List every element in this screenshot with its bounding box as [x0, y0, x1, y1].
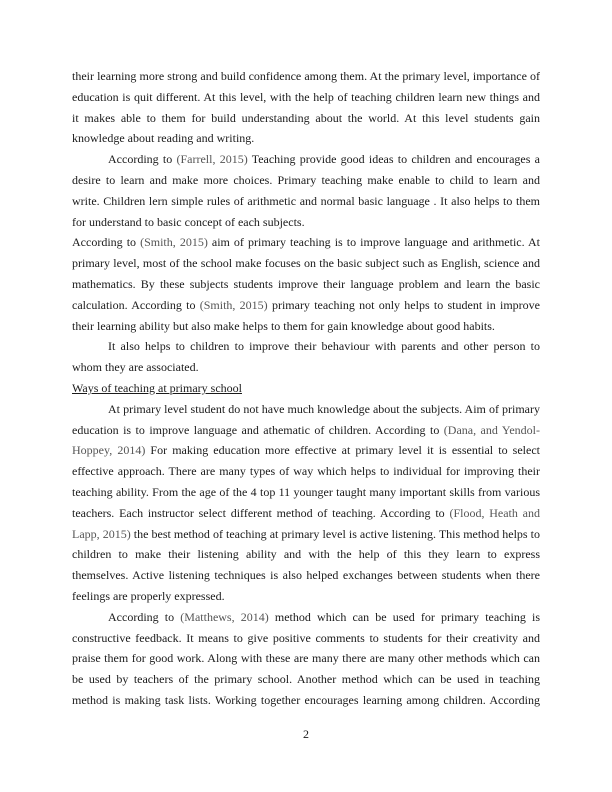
section-heading [72, 378, 540, 399]
text-run: At primary level student do not have much knowledge about the subjects. Aim of primary [108, 401, 540, 416]
text-line [72, 357, 540, 378]
citation: (Smith, 2015) [199, 297, 268, 312]
text-line [72, 628, 540, 649]
text-run: be used by teachers of the primary school. Another method which can be used in teaching [72, 672, 540, 687]
text-run: praise them for good work. Along with these are many there are many other methods which can [72, 651, 540, 666]
text-run: constructive feedback. It means to give positive comments to students for their creativity and [72, 630, 540, 645]
text-line [72, 440, 540, 461]
text-line [72, 648, 540, 669]
paragraph [72, 232, 540, 336]
text-run: calculation. According to [72, 297, 200, 312]
text-line [72, 420, 540, 441]
text-run: desire to learn and make more choices. Primary teaching make enable to child to learn and [72, 172, 540, 187]
text-line [72, 461, 540, 482]
text-line [72, 503, 540, 524]
text-line [72, 607, 540, 628]
text-line [72, 316, 540, 337]
text-run: knowledge about reading and writing. [72, 131, 255, 146]
document-body [72, 66, 540, 711]
text-line [72, 108, 540, 129]
text-run: effective approach. There are many types of way which helps to individual for improving their [72, 464, 540, 479]
paragraph [72, 149, 540, 232]
paragraph [72, 399, 540, 607]
text-line [72, 274, 540, 295]
citation: (Farrell, 2015) [176, 152, 248, 167]
text-line [72, 253, 540, 274]
text-run: teaching ability. From the age of the 4 top 11 younger taught many important skills from various [72, 484, 540, 499]
text-line [72, 232, 540, 253]
text-run: feelings are properly expressed. [72, 588, 225, 603]
text-line [72, 524, 540, 545]
text-run: mathematics. By these subjects students improve their language problem and learn the basic [72, 276, 540, 291]
text-line [72, 149, 540, 170]
text-run: method is making task lists. Working together encourages learning among children. According [72, 692, 540, 707]
text-run: aim of primary teaching is to improve language and arithmetic. At [207, 235, 541, 250]
text-run: the best method of teaching at primary level is active listening. This method helps to [130, 526, 540, 541]
text-run: their learning more strong and build confidence among them. At the primary level, importance of [72, 69, 540, 83]
citation: (Smith, 2015) [140, 235, 208, 250]
citation: Hoppey, 2014) [72, 443, 146, 458]
text-line [72, 295, 540, 316]
text-run: their learning ability but also make helps to them for gain knowledge about good habits. [72, 318, 495, 333]
text-line [72, 212, 540, 233]
paragraph [72, 66, 540, 149]
text-run: Teaching provide good ideas to children and encourages a [247, 152, 540, 167]
text-run: for understand to basic concept of each subjects. [72, 214, 305, 229]
text-line [72, 565, 540, 586]
paragraph [72, 607, 540, 711]
text-run: primary teaching not only helps to student in improve [267, 297, 540, 312]
text-line [72, 87, 540, 108]
text-run: whom they are associated. [72, 360, 199, 375]
text-line [72, 544, 540, 565]
text-run: According to [108, 609, 181, 624]
text-run: For making education more effective at primary level it is essential to select [145, 443, 541, 458]
citation: (Flood, Heath and [449, 505, 540, 520]
text-run: children to make their listening ability and with the help of this they learn to express [72, 547, 540, 562]
text-run: themselves. Active listening techniques is also helped exchanges between students when there [72, 568, 540, 583]
text-line [72, 690, 540, 711]
text-line [72, 66, 540, 87]
text-line [72, 170, 540, 191]
text-run: write. Children lern simple rules of arithmetic and normal basic language . It also helps to them [72, 193, 540, 208]
text-line [72, 336, 540, 357]
text-line [72, 482, 540, 503]
text-line [72, 128, 540, 149]
text-line [72, 399, 540, 420]
text-run: it makes able to them for build understanding about the world. At this level students gain [72, 110, 540, 125]
text-run: It also helps to children to improve their behaviour with parents and other person to [108, 339, 540, 354]
citation: (Dana, and Yendol- [443, 422, 540, 437]
text-run: primary level, most of the school make focuses on the basic subject such as English, science and [72, 256, 540, 271]
text-run: According to [72, 235, 141, 250]
text-line [72, 191, 540, 212]
citation: Lapp, 2015) [72, 526, 131, 541]
heading-text: Ways of teaching at primary school [72, 380, 242, 395]
page-number: 2 [303, 727, 309, 741]
text-run: According to [108, 152, 177, 167]
text-run: method which can be used for primary teaching is [268, 609, 540, 624]
text-line [72, 378, 540, 399]
text-run: education is quit different. At this level, with the help of teaching children learn new things and [72, 89, 540, 104]
text-run: teachers. Each instructor select different method of teaching. According to [72, 505, 450, 520]
text-line [72, 669, 540, 690]
citation: (Matthews, 2014) [180, 609, 269, 624]
paragraph [72, 336, 540, 378]
text-line [72, 586, 540, 607]
text-run: education is to improve language and athematic of children. According to [72, 422, 444, 437]
